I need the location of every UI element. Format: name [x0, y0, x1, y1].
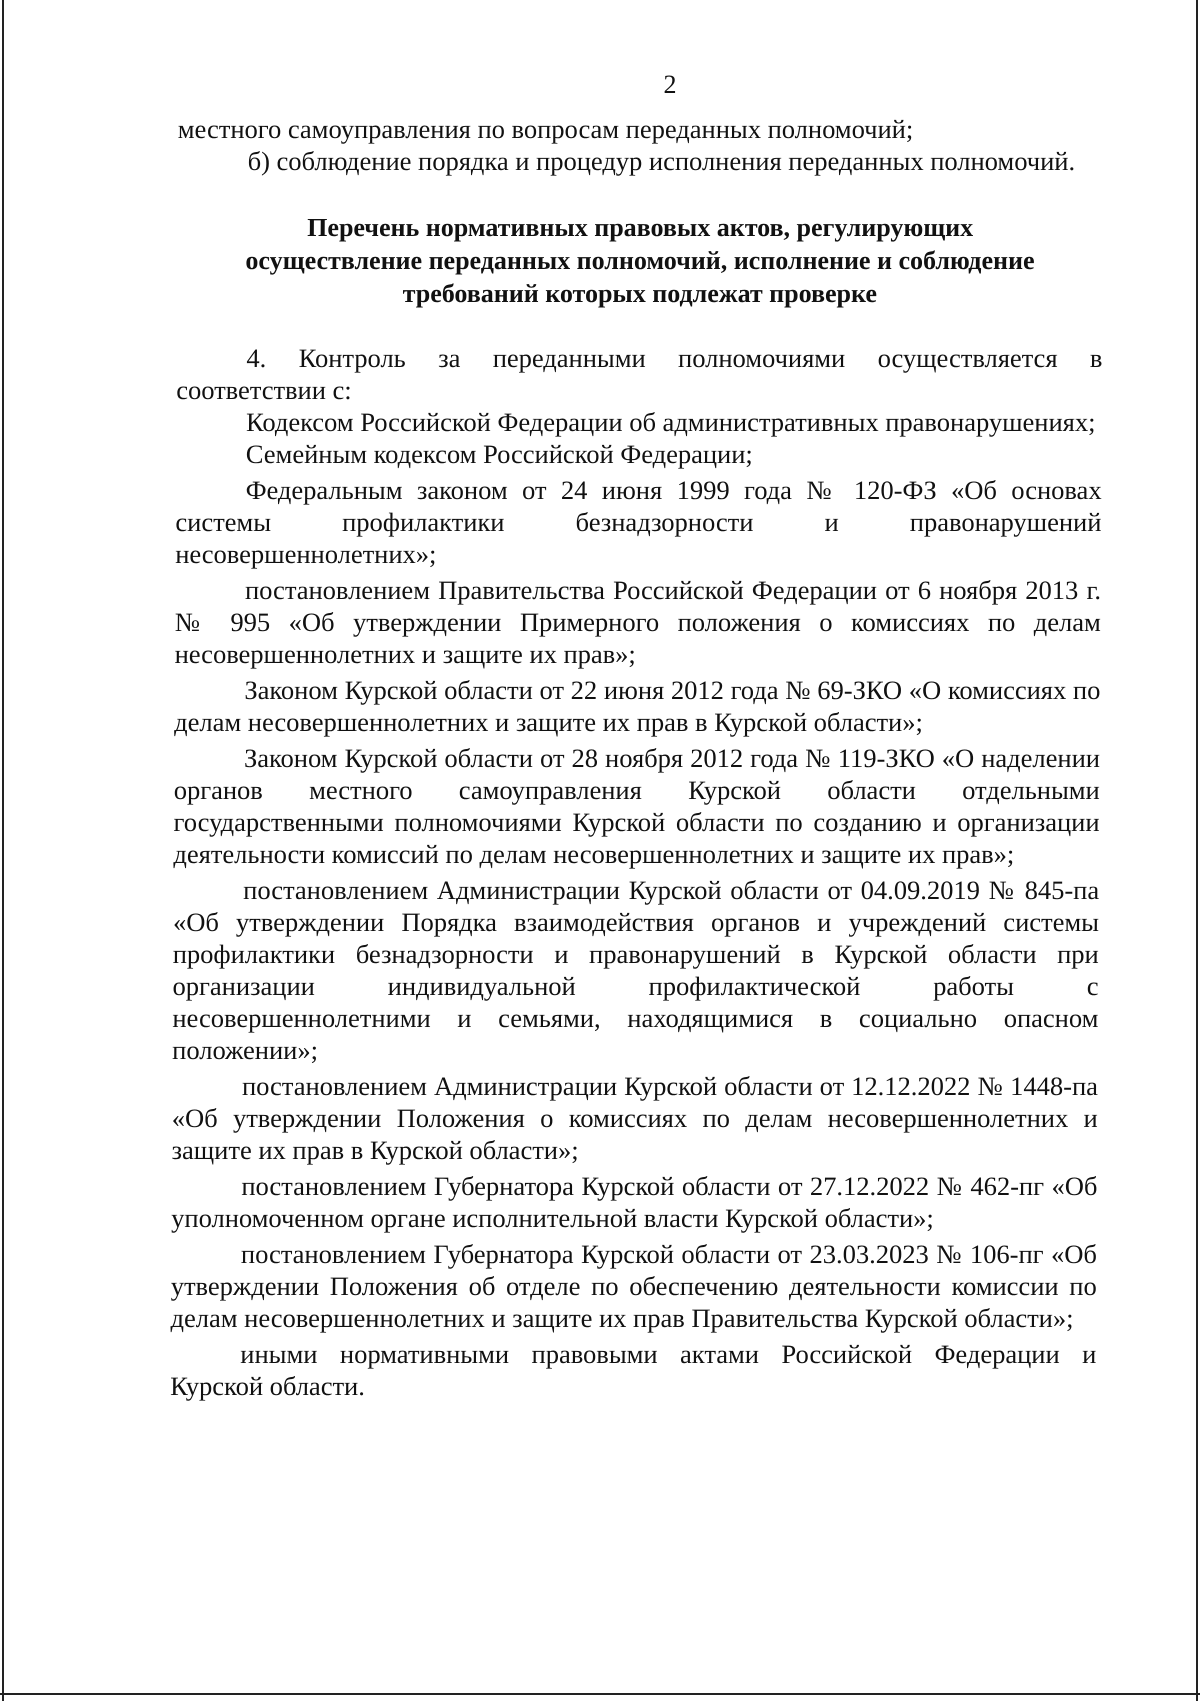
- paragraph-act: постановлением Администрации Курской области от 04.09.2019 № 845-па «Об утверждении Порядка взаимодействия органов и учреждений системы профилактики безнадзорности и правонарушений в Курской области при организации индивидуальной профилактической работы с несовершеннолетними и семьями, находящимися в социально опасном положении»;: [172, 875, 1100, 1065]
- paragraph-act: постановлением Правительства Российской Федерации от 6 ноября 2013 г. № 995 «Об утверждении Примерного положения о комиссиях по делам несовершеннолетних и защите их прав»;: [174, 575, 1102, 669]
- paragraph-act: Федеральным законом от 24 июня 1999 года № 120-ФЗ «Об основах системы профилактики безнадзорности и правонарушений несовершеннолетних»;: [175, 475, 1102, 569]
- section-heading: [177, 211, 1104, 310]
- paragraph-act: Кодексом Российской Федерации об административных правонарушениях;: [245, 407, 1096, 437]
- paragraph-act: постановлением Губернатора Курской области от 23.03.2023 № 106-пг «Об утверждении Положения об отделе по обеспечению деятельности комиссии по делам несовершеннолетних и защите их прав Правительства Курской области»;: [170, 1239, 1098, 1333]
- intro-item-b: б) соблюдение порядка и процедур исполнения переданных полномочий.: [247, 146, 1076, 176]
- heading-line: Перечень нормативных правовых актов, регулирующих: [307, 213, 974, 242]
- paragraph-act: Семейным кодексом Российской Федерации;: [245, 439, 753, 469]
- paragraph-act: иными нормативными правовыми актами Российской Федерации и Курской области.: [170, 1339, 1097, 1401]
- document-body: [170, 113, 1104, 1402]
- scan-bottom-edge: [0, 1693, 1200, 1695]
- scan-right-edge: [1196, 0, 1198, 1701]
- paragraph-act: Законом Курской области от 28 ноября 2012 года № 119-ЗКО «О наделении органов местного самоуправления Курской области отдельными государственными полномочиями Курской области по созданию и организации деятельности комиссий по делам несовершеннолетних и защите их прав»;: [173, 743, 1101, 869]
- heading-line: осуществление переданных полномочий, исполнение и соблюдение: [245, 246, 1035, 275]
- heading-line: требований которых подлежат проверке: [402, 279, 878, 308]
- intro-continuation: местного самоуправления по вопросам переданных полномочий;: [177, 114, 914, 144]
- scan-left-edge: [2, 0, 4, 1701]
- paragraph-act: постановлением Администрации Курской области от 12.12.2022 № 1448-па «Об утверждении Положения о комиссиях по делам несовершеннолетних и защите их прав в Курской области»;: [171, 1071, 1099, 1165]
- paragraph-act: Законом Курской области от 22 июня 2012 года № 69-ЗКО «О комиссиях по делам несовершеннолетних и защите их прав в Курской области»;: [174, 675, 1101, 737]
- page-number: 2: [663, 70, 677, 99]
- paragraph-control-clause: 4. Контроль за переданными полномочиями осуществляется в соответствии с:: [176, 343, 1103, 405]
- paragraph-act: постановлением Губернатора Курской области от 27.12.2022 № 462-пг «Об уполномоченном органе исполнительной власти Курской области»;: [171, 1171, 1098, 1233]
